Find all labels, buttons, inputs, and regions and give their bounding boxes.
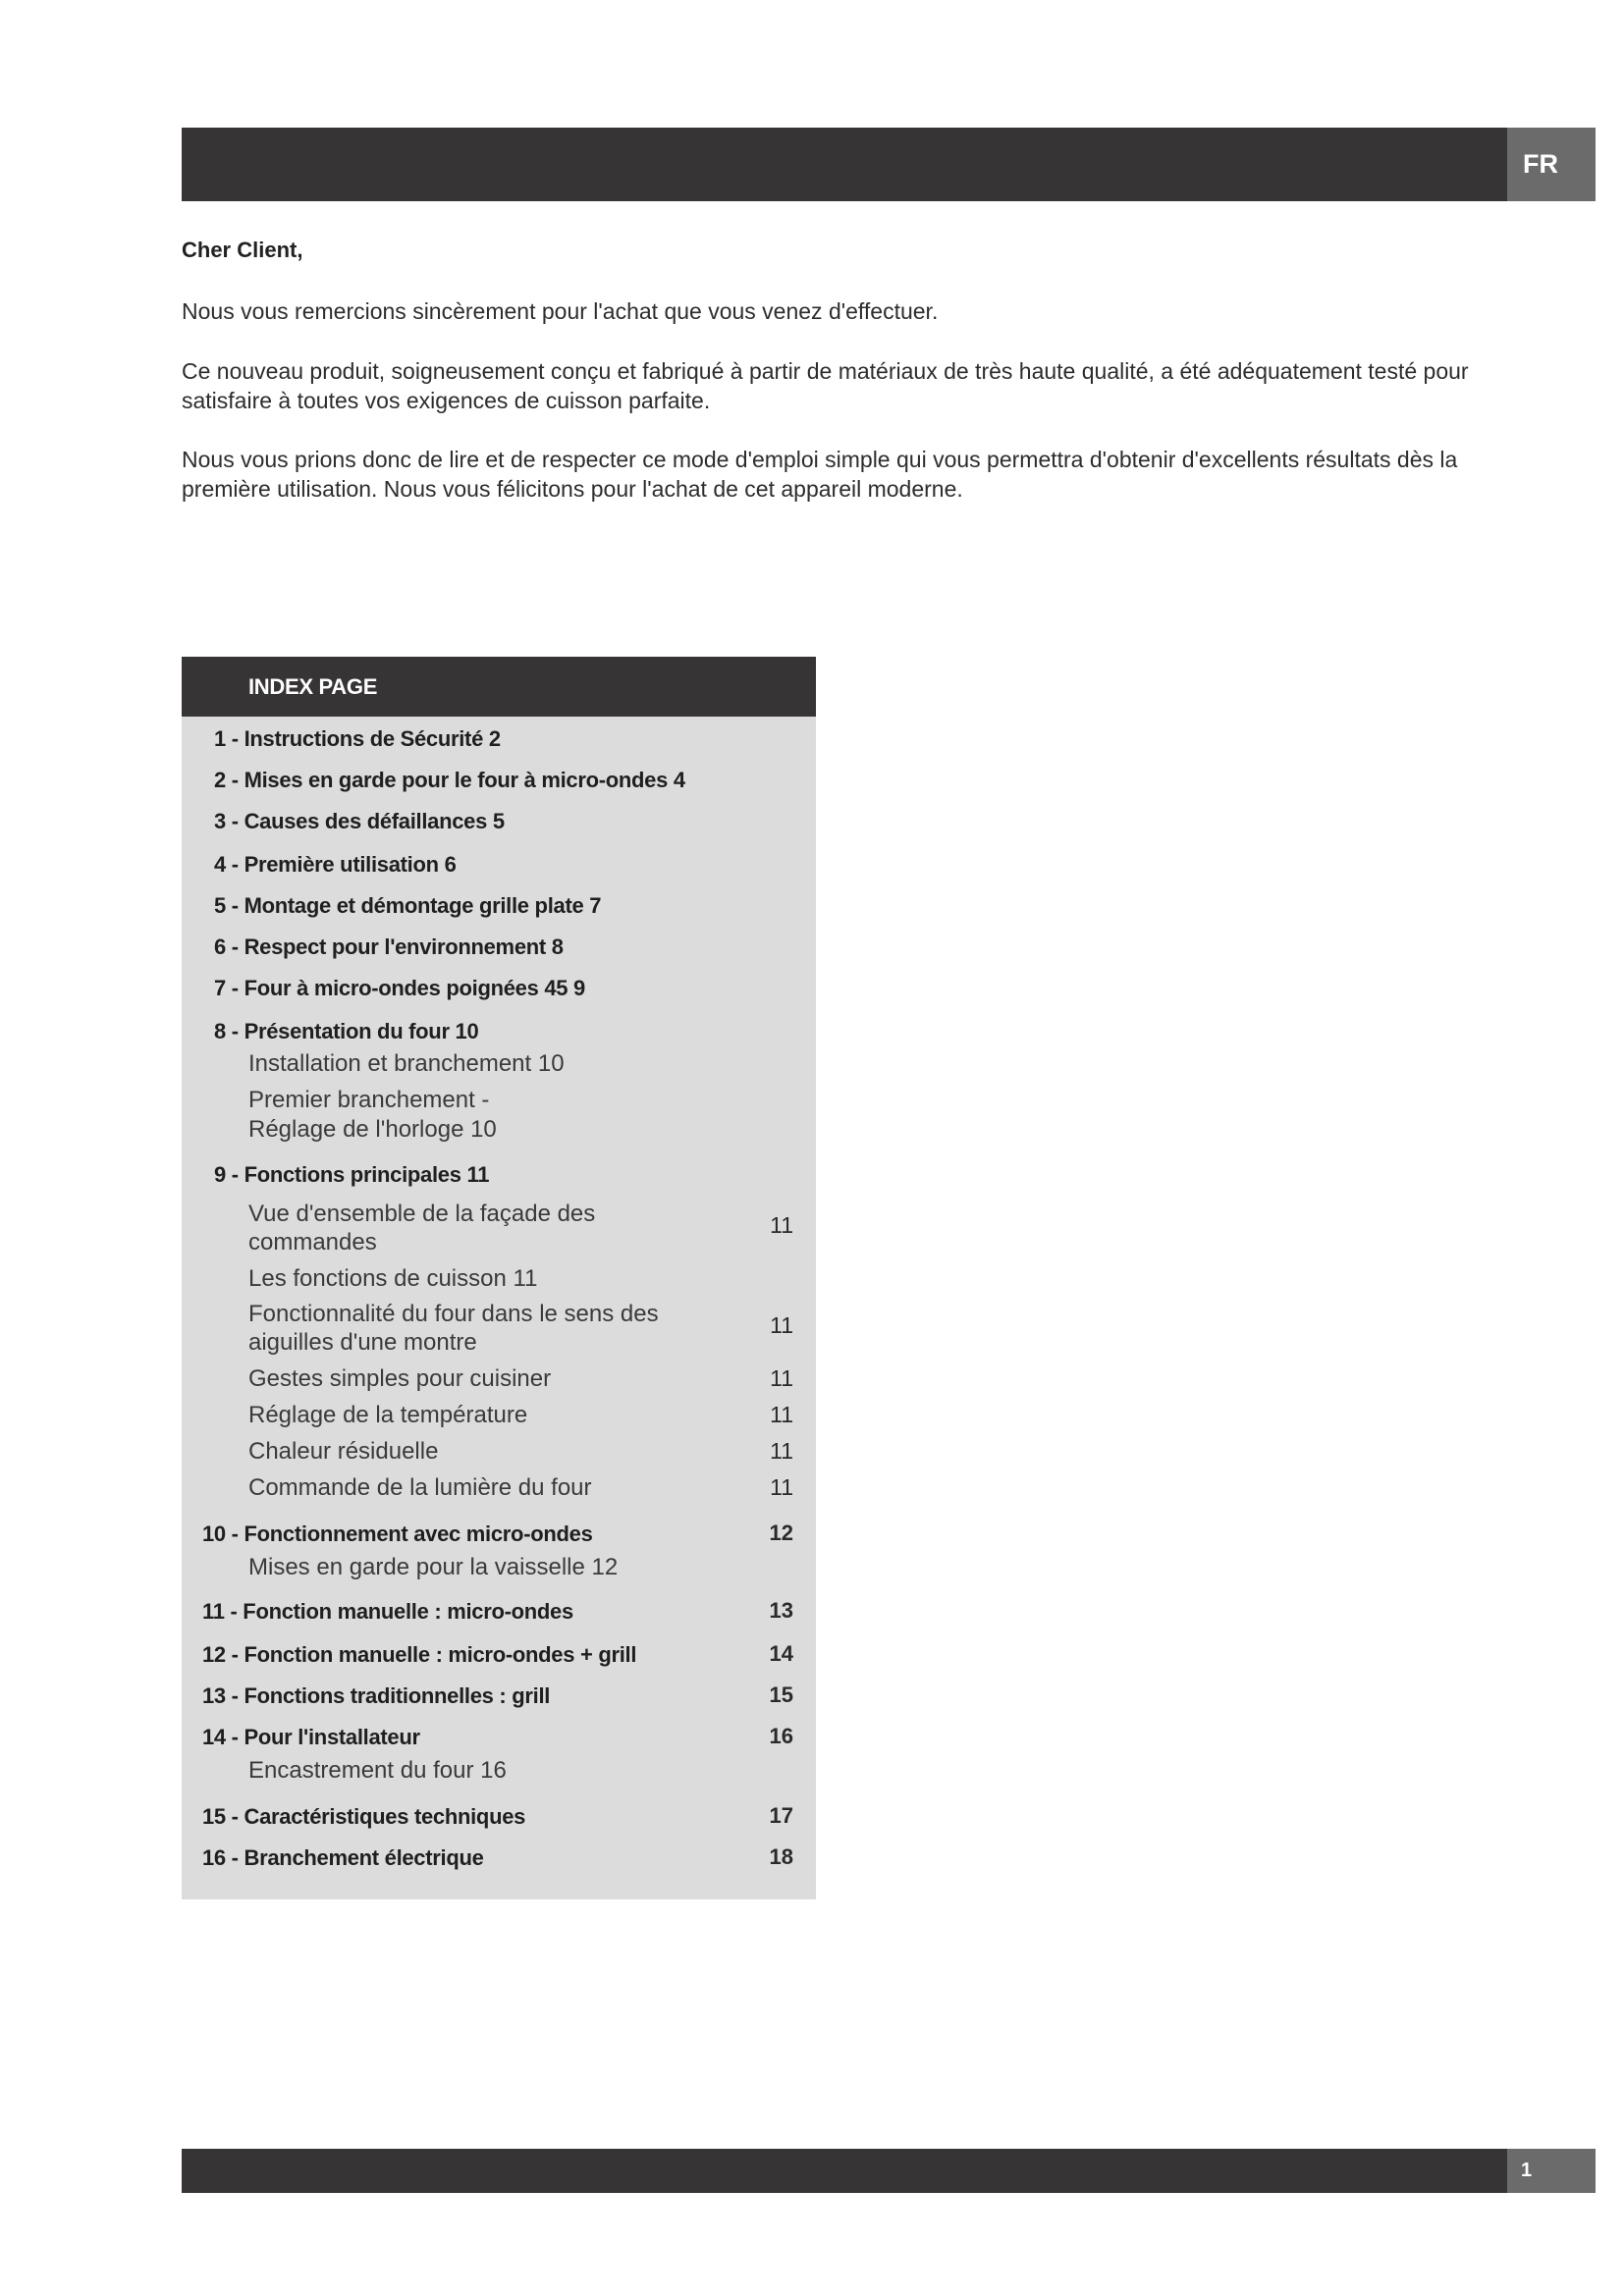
index-subentry: Chaleur résiduelle	[248, 1438, 439, 1465]
index-entry: 6 - Respect pour l'environnement 8	[214, 934, 564, 959]
index-subentry: aiguilles d'une montre	[248, 1329, 477, 1356]
index-entry: 16 - Branchement électrique	[202, 1845, 484, 1870]
index-entry: 14 - Pour l'installateur	[202, 1725, 420, 1749]
index-entry: 4 - Première utilisation 6	[214, 852, 457, 877]
index-page-number: 17	[769, 1803, 793, 1828]
index-page-number: 11	[770, 1438, 793, 1464]
page-number-badge: 1	[1507, 2149, 1596, 2193]
index-entry: 8 - Présentation du four 10	[214, 1019, 479, 1043]
index-subentry: Fonctionnalité du four dans le sens des	[248, 1301, 659, 1327]
intro-paragraph-1: Nous vous remercions sincèrement pour l'achat que vous venez d'effectuer.	[182, 298, 939, 324]
index-subentry: Réglage de l'horloge 10	[248, 1116, 497, 1143]
intro-paragraph-3: Nous vous prions donc de lire et de respecter ce mode d'emploi simple qui vous permettra d'obtenir d'excellents résultats dès la première utilisation. Nous vous félicitons pour l'achat de cet appareil moderne.	[182, 447, 1458, 502]
header-bar	[182, 128, 1596, 201]
index-page-number: 11	[770, 1474, 793, 1500]
index-entry: 3 - Causes des défaillances 5	[214, 809, 505, 833]
intro-paragraph-2: Ce nouveau produit, soigneusement conçu et fabriqué à partir de matériaux de très haute qualité, a été adéquatement testé pour satisfaire à toutes vos exigences de cuisson parfaite.	[182, 358, 1469, 413]
index-entry: 13 - Fonctions traditionnelles : grill	[202, 1683, 551, 1708]
index-entry: 5 - Montage et démontage grille plate 7	[214, 893, 602, 918]
index-entry: 2 - Mises en garde pour le four à micro-ondes 4	[214, 768, 685, 792]
index-subentry: Réglage de la température	[248, 1402, 528, 1428]
index-subentry: Les fonctions de cuisson 11	[248, 1265, 538, 1292]
index-subentry: Premier branchement -	[248, 1087, 490, 1113]
index-subentry: Commande de la lumière du four	[248, 1474, 592, 1501]
index-subentry: Installation et branchement 10	[248, 1050, 565, 1077]
footer-bar	[182, 2149, 1596, 2193]
index-entry: 9 - Fonctions principales 11	[214, 1162, 490, 1187]
index-entry: 10 - Fonctionnement avec micro-ondes	[202, 1522, 593, 1546]
index-page-number: 11	[770, 1312, 793, 1338]
language-badge: FR	[1507, 128, 1596, 201]
index-entry: 15 - Caractéristiques techniques	[202, 1804, 526, 1829]
index-page-number: 18	[769, 1844, 793, 1869]
index-entry: 1 - Instructions de Sécurité 2	[214, 726, 501, 751]
index-subentry: Encastrement du four 16	[248, 1757, 507, 1784]
index-page-number: 11	[770, 1212, 793, 1238]
greeting: Cher Client,	[182, 238, 303, 262]
index-page-number: 11	[770, 1402, 793, 1427]
index-page-number: 14	[769, 1641, 793, 1666]
index-entry: 11 - Fonction manuelle : micro-ondes	[202, 1599, 573, 1624]
index-page-number: 13	[769, 1598, 793, 1623]
index-panel	[182, 657, 816, 1899]
index-page-number: 11	[770, 1365, 793, 1391]
index-page-number: 16	[769, 1724, 793, 1748]
index-subentry: Vue d'ensemble de la façade des	[248, 1201, 596, 1227]
index-subentry: commandes	[248, 1229, 377, 1255]
index-page-number: 12	[769, 1521, 793, 1545]
index-title: INDEX PAGE	[182, 657, 816, 717]
index-entry: 12 - Fonction manuelle : micro-ondes + grill	[202, 1642, 637, 1667]
index-subentry: Mises en garde pour la vaisselle 12	[248, 1554, 619, 1580]
index-subentry: Gestes simples pour cuisiner	[248, 1365, 552, 1392]
index-entry: 7 - Four à micro-ondes poignées 45 9	[214, 976, 585, 1000]
index-page-number: 15	[769, 1682, 793, 1707]
